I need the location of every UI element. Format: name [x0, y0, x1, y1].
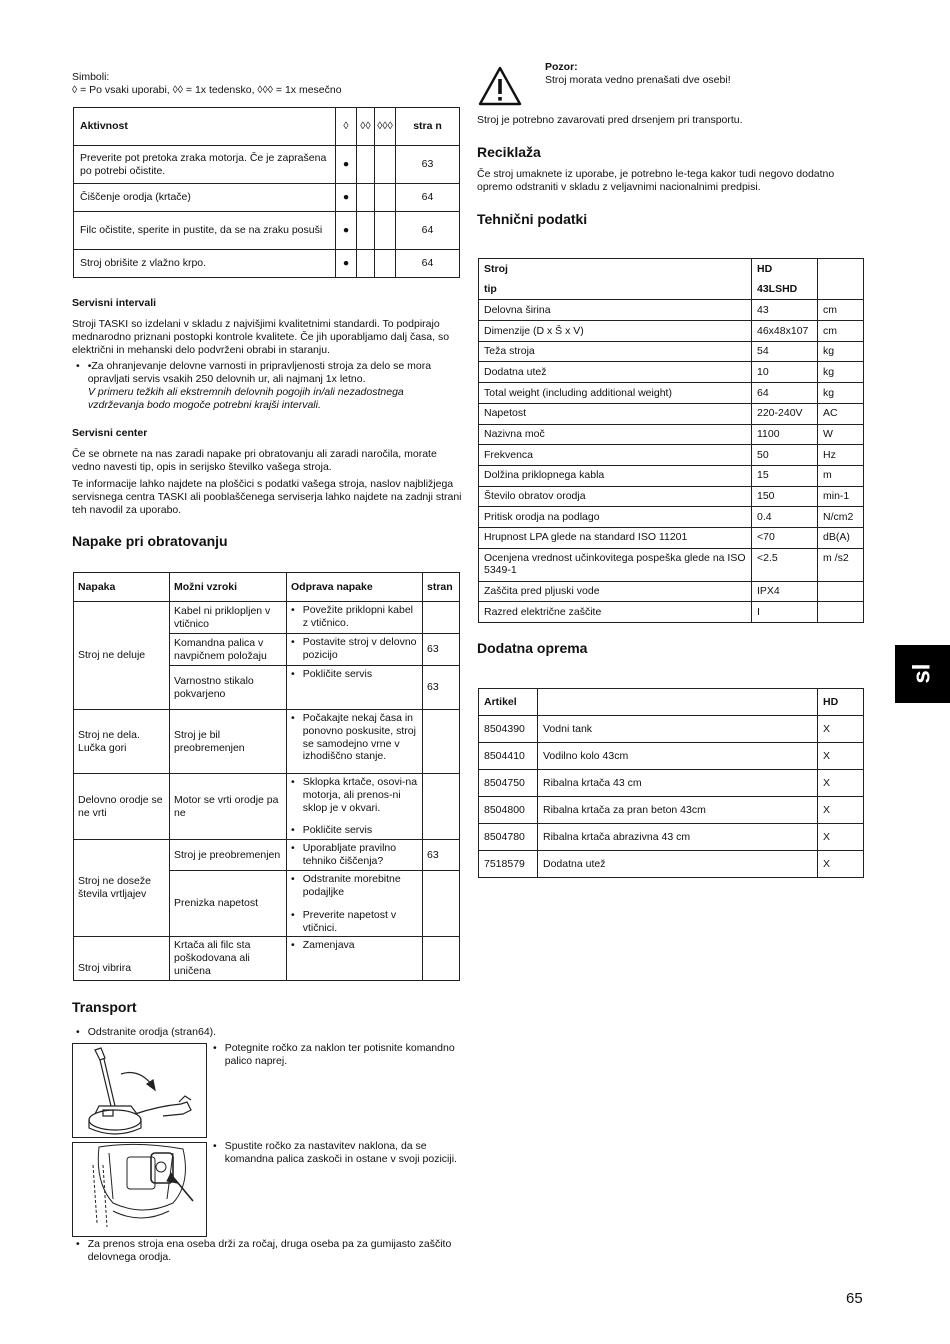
tech-title: Tehnični podatki: [477, 211, 588, 227]
cause-cell: Stroj je bil preobremenjen: [170, 710, 287, 774]
tech-value: 1100: [752, 424, 818, 445]
tech-row: [479, 602, 864, 623]
tech-row: [479, 362, 864, 383]
tech-value: 46x48x107: [752, 321, 818, 342]
accessory-hd: X: [818, 797, 864, 824]
maintenance-mark: ●: [336, 212, 357, 250]
warning-title: Pozor:: [545, 61, 578, 73]
tech-unit: [818, 581, 864, 602]
transport-bullet-text: Odstranite orodja (stran64).: [87, 1026, 217, 1038]
tech-unit: m: [818, 465, 864, 486]
tech-unit: cm: [818, 300, 864, 321]
tech-unit: kg: [818, 341, 864, 362]
tech-unit: dB(A): [818, 527, 864, 548]
remedy-text: Postavite stroj v delovno pozicijo: [302, 636, 417, 661]
maintenance-row: [74, 212, 460, 250]
page-cell: [423, 937, 460, 981]
tech-label: Total weight (including additional weight): [479, 383, 752, 404]
transport-bullet: • Spustite ročko za nastavitev naklona, da se komandna palica zaskoči in ostane v svoji poziciji.: [213, 1140, 463, 1166]
faults-header-row: [74, 573, 460, 602]
faults-row: [74, 774, 460, 840]
service-intervals-bullet-text: •Za ohranjevanje delovne varnosti in pripravljenosti stroja za delo se mora opravljati servis vsakih 250 delovnih ur, ali najmanj 1x letno.: [87, 360, 432, 385]
maintenance-mark: [375, 146, 396, 184]
remedy-text: Pokličite servis: [302, 668, 373, 680]
maintenance-mark: ●: [336, 184, 357, 212]
remedy-text: Počakajte nekaj časa in ponovno poskusite, stroj se samodejno vrne v izhodiščno stanje.: [302, 712, 416, 763]
remedy-text: Povežite priklopni kabel z vtičnico.: [302, 604, 413, 629]
tech-label: Razred električne zaščite: [479, 602, 752, 623]
tech-row: [479, 300, 864, 321]
tech-value: 15: [752, 465, 818, 486]
maintenance-mark: [357, 184, 375, 212]
tech-head-label: Stroj: [479, 259, 752, 280]
maintenance-page: 63: [396, 146, 460, 184]
maintenance-mark: ●: [336, 250, 357, 278]
service-intervals-para: Stroji TASKI so izdelani v skladu z najvišjimi kvalitetnimi standardi. To podpirajo mednarodno priznani postopki kontrole kvalitete. Če jih uporabljamo dalj časa, so električni in mehanski delo podvrženi obrabi in staranju.: [72, 318, 450, 356]
maintenance-header-row: [74, 108, 460, 146]
warning-note: Stroj je potrebno zavarovati pred drsenjem pri transportu.: [477, 114, 743, 126]
tech-label: Nazivna moč: [479, 424, 752, 445]
tech-label: Teža stroja: [479, 341, 752, 362]
warning-box: [545, 61, 865, 87]
remedy-text: Sklopka krtače, osovi-na motorja, ali prenos-ni sklop je v okvari.: [302, 776, 418, 814]
accessory-hd: X: [818, 716, 864, 743]
accessory-hd: X: [818, 824, 864, 851]
tech-unit: [818, 602, 864, 623]
remedy-cell: [287, 710, 423, 774]
remedy-cell: [287, 774, 423, 840]
maintenance-header-s3: ◊◊◊: [375, 108, 396, 146]
tech-value: I: [752, 602, 818, 623]
remedy-text: Zamenjava: [302, 939, 355, 952]
remedy-item: • Preverite napetost v vtičnici.: [291, 909, 418, 935]
maintenance-header-page: stra n: [396, 108, 460, 146]
remedy-item: • Povežite priklopni kabel z vtičnico.: [291, 604, 418, 630]
faults-row: [74, 840, 460, 871]
tech-unit: kg: [818, 383, 864, 404]
cause-cell: Krtača ali filc sta poškodovana ali uničena: [170, 937, 287, 981]
maintenance-page: 64: [396, 184, 460, 212]
maintenance-activity: Filc očistite, sperite in pustite, da se na zraku posuši: [74, 212, 336, 250]
remedy-cell: [287, 937, 423, 981]
tech-unit: AC: [818, 403, 864, 424]
accessory-hd: X: [818, 851, 864, 878]
tech-unit: W: [818, 424, 864, 445]
accessories-row: [479, 770, 864, 797]
remedy-cell: [287, 634, 423, 666]
cause-cell: Stroj je preobremenjen: [170, 840, 287, 871]
accessory-article: 8504800: [479, 797, 538, 824]
maintenance-mark: [375, 250, 396, 278]
cause-cell: Komandna palica v navpičnem položaju: [170, 634, 287, 666]
page-cell: 63: [423, 666, 460, 710]
tech-value: 43: [752, 300, 818, 321]
tech-label: Ocenjena vrednost učinkovitega pospeška glede na ISO 5349-1: [479, 548, 752, 581]
remedy-item: • Odstranite morebitne podajljke: [291, 873, 418, 899]
accessories-header-desc: [538, 689, 818, 716]
page-cell: 63: [423, 840, 460, 871]
maintenance-activity: Čiščenje orodja (krtače): [74, 184, 336, 212]
maintenance-row: [74, 250, 460, 278]
recycling-text: Če stroj umaknete iz uporabe, je potrebno le-tega kakor tudi negovo dodatno opremo odstraniti v skladu z veljavnimi nacionalnimi predpisi.: [477, 168, 835, 193]
tech-unit: Hz: [818, 445, 864, 466]
tech-head-row: [479, 259, 864, 280]
accessories-row: [479, 824, 864, 851]
transport-title: Transport: [72, 999, 137, 1015]
remedy-cell: [287, 602, 423, 634]
tech-value: 54: [752, 341, 818, 362]
remedy-cell: [287, 666, 423, 710]
tech-label: Dolžina priklopnega kabla: [479, 465, 752, 486]
faults-row: [74, 710, 460, 774]
service-center-para2: Te informacije lahko najdete na ploščici s podatki vašega stroja, naslov najbližjega servisnega centra TASKI ali pooblaščenega serviserja lahko najdete na zadnji strani teh navodil za uporabo.: [72, 478, 462, 516]
accessory-desc: Ribalna krtača za pran beton 43cm: [538, 797, 818, 824]
tech-value: <70: [752, 527, 818, 548]
tech-label: Delovna širina: [479, 300, 752, 321]
maintenance-mark: [357, 212, 375, 250]
accessory-desc: Vodni tank: [538, 716, 818, 743]
tech-head-label: tip: [479, 279, 752, 300]
fault-cell: Stroj vibrira: [74, 937, 170, 981]
maintenance-activity: Preverite pot pretoka zraka motorja. Če je zaprašena po potrebi očistite.: [74, 146, 336, 184]
accessories-title: Dodatna oprema: [477, 640, 588, 656]
service-center-para1: Če se obrnete na nas zaradi napake pri obratovanju ali zaradi naročila, morate vedno navesti tip, opis in serijsko številko vašega stroja.: [72, 448, 437, 473]
tech-value: IPX4: [752, 581, 818, 602]
faults-table: [73, 572, 460, 981]
cause-cell: Motor se vrti orodje pa ne: [170, 774, 287, 840]
remedy-text: Odstranite morebitne podajljke: [302, 873, 401, 898]
tech-unit: cm: [818, 321, 864, 342]
maintenance-table: [73, 107, 460, 278]
accessory-article: 8504780: [479, 824, 538, 851]
symbols-legend: [72, 71, 462, 97]
bullet-dot: •: [76, 360, 80, 372]
machine-lock-drawing: [73, 1143, 206, 1236]
transport-illustration-tilt: [72, 1043, 207, 1138]
tech-row: [479, 507, 864, 528]
tech-unit: min-1: [818, 486, 864, 507]
tech-row: [479, 383, 864, 404]
accessories-row: [479, 716, 864, 743]
transport-bullet: • Potegnite ročko za naklon ter potisnite komandno palico naprej.: [213, 1042, 463, 1068]
accessory-desc: Ribalna krtača abrazivna 43 cm: [538, 824, 818, 851]
tech-label: Dimenzije (D x Š x V): [479, 321, 752, 342]
accessory-article: 7518579: [479, 851, 538, 878]
remedy-text: Uporabljate pravilno tehniko čiščenja?: [302, 842, 397, 867]
remedy-item: • Počakajte nekaj časa in ponovno poskusite, stroj se samodejno vrne v izhodiščno stanje.: [291, 712, 418, 763]
maintenance-row: [74, 146, 460, 184]
warning-triangle-icon: [478, 66, 522, 106]
remedy-item: • Uporabljate pravilno tehniko čiščenja?: [291, 842, 418, 868]
fault-cell: Delovno orodje se ne vrti: [74, 774, 170, 840]
faults-header-remedy: Odprava napake: [287, 573, 423, 602]
tech-row: [479, 465, 864, 486]
page-number: 65: [846, 1290, 863, 1307]
tech-row: [479, 321, 864, 342]
tech-row: [479, 424, 864, 445]
tech-row: [479, 341, 864, 362]
fault-cell: Stroj ne deluje: [74, 602, 170, 710]
accessory-desc: Vodilno kolo 43cm: [538, 743, 818, 770]
tech-row: [479, 527, 864, 548]
warning-text: Stroj morata vedno prenašati dve osebi!: [545, 73, 731, 86]
remedy-item: • Zamenjava: [291, 939, 355, 952]
tech-value: 50: [752, 445, 818, 466]
accessories-row: [479, 743, 864, 770]
page-cell: [423, 710, 460, 774]
page-cell: 63: [423, 634, 460, 666]
tech-unit: m /s2: [818, 548, 864, 581]
tech-value: 10: [752, 362, 818, 383]
tech-label: Napetost: [479, 403, 752, 424]
tech-head-unit: [818, 259, 864, 300]
language-tab-label: sl: [908, 663, 936, 684]
tech-value: 150: [752, 486, 818, 507]
faults-row: [74, 937, 460, 981]
tech-value: 0.4: [752, 507, 818, 528]
tech-head-value: HD: [752, 259, 818, 280]
accessory-article: 8504750: [479, 770, 538, 797]
accessories-row: [479, 797, 864, 824]
tech-row: [479, 403, 864, 424]
recycling-title: Reciklaža: [477, 144, 541, 160]
remedy-cell: [287, 871, 423, 937]
maintenance-mark: [375, 212, 396, 250]
service-intervals-italic: V primeru težkih ali ekstremnih delovnih pogojih in/ali nezadostnega vzdrževanja bodo mogoče potrebni krajši intervali.: [88, 386, 404, 411]
tech-label: Frekvenca: [479, 445, 752, 466]
tech-row: [479, 548, 864, 581]
accessory-desc: Dodatna utež: [538, 851, 818, 878]
service-intervals-title: Servisni intervali: [72, 297, 157, 309]
tech-row: [479, 445, 864, 466]
page-cell: [423, 871, 460, 937]
maintenance-mark: ●: [336, 146, 357, 184]
symbols-legend-text: ◊ = Po vsaki uporabi, ◊◊ = 1x tedensko, ◊◊◊ = 1x mesečno: [72, 83, 342, 96]
faults-title: Napake pri obratovanju: [72, 533, 228, 549]
faults-header-fault: Napaka: [74, 573, 170, 602]
tech-table: [478, 258, 864, 623]
tech-label: Hrupnost LPA glede na standard ISO 11201: [479, 527, 752, 548]
tech-value: 64: [752, 383, 818, 404]
machine-tilt-drawing: [73, 1044, 206, 1137]
fault-cell: Stroj ne dela. Lučka gori: [74, 710, 170, 774]
accessory-hd: X: [818, 770, 864, 797]
maintenance-page: 64: [396, 212, 460, 250]
faults-header-cause: Možni vzroki: [170, 573, 287, 602]
tech-label: Število obratov orodja: [479, 486, 752, 507]
accessories-row: [479, 851, 864, 878]
tech-row: [479, 581, 864, 602]
remedy-item: • Sklopka krtače, osovi-na motorja, ali prenos-ni sklop je v okvari.: [291, 776, 418, 814]
faults-row: [74, 602, 460, 634]
cause-cell: Prenizka napetost: [170, 871, 287, 937]
page-cell: [423, 602, 460, 634]
transport-bullet-text: Potegnite ročko za naklon ter potisnite komandno palico naprej.: [224, 1042, 455, 1067]
transport-bullet: • Odstranite orodja (stran64).: [76, 1026, 217, 1038]
remedy-text: Preverite napetost v vtičnici.: [302, 908, 397, 934]
accessories-table: [478, 688, 864, 878]
maintenance-mark: [375, 184, 396, 212]
maintenance-header-s1: ◊: [336, 108, 357, 146]
remedy-text: Pokličite servis: [302, 824, 373, 837]
maintenance-row: [74, 184, 460, 212]
tech-head-row: [479, 279, 864, 300]
maintenance-mark: [357, 146, 375, 184]
language-tab: [895, 645, 950, 703]
maintenance-mark: [357, 250, 375, 278]
tech-value: 220-240V: [752, 403, 818, 424]
maintenance-header-s2: ◊◊: [357, 108, 375, 146]
tech-row: [479, 486, 864, 507]
maintenance-page: 64: [396, 250, 460, 278]
maintenance-header-activity: Aktivnost: [74, 108, 336, 146]
tech-head-value: 43LSHD: [752, 279, 818, 300]
remedy-item: • Pokličite servis: [291, 668, 373, 680]
tech-label: Pritisk orodja na podlago: [479, 507, 752, 528]
tech-unit: N/cm2: [818, 507, 864, 528]
accessories-header-row: [479, 689, 864, 716]
transport-bullet: • Za prenos stroja ena oseba drži za ročaj, druga oseba pa za gumijasto zaščito delovnega orodja.: [76, 1238, 466, 1264]
remedy-cell: [287, 840, 423, 871]
accessory-article: 8504390: [479, 716, 538, 743]
cause-cell: Varnostno stikalo pokvarjeno: [170, 666, 287, 710]
tech-value: <2.5: [752, 548, 818, 581]
accessories-header-hd: HD: [818, 689, 864, 716]
faults-header-page: stran: [423, 573, 460, 602]
cause-cell: Kabel ni priklopljen v vtičnico: [170, 602, 287, 634]
tech-label: Zaščita pred pljuski vode: [479, 581, 752, 602]
service-intervals-bullet: [76, 360, 462, 386]
transport-illustration-lock: [72, 1142, 207, 1237]
transport-bullet-text: Za prenos stroja ena oseba drži za ročaj, druga oseba pa za gumijasto zaščito delovnega orodja.: [87, 1238, 452, 1263]
tech-label: Dodatna utež: [479, 362, 752, 383]
accessory-hd: X: [818, 743, 864, 770]
transport-bullet-text: Spustite ročko za nastavitev naklona, da se komandna palica zaskoči in ostane v svoji poziciji.: [224, 1140, 457, 1165]
accessory-desc: Ribalna krtača 43 cm: [538, 770, 818, 797]
accessories-header-article: Artikel: [479, 689, 538, 716]
fault-cell: Stroj ne doseže števila vrtljajev: [74, 840, 170, 937]
accessory-article: 8504410: [479, 743, 538, 770]
tech-unit: kg: [818, 362, 864, 383]
remedy-item: • Pokličite servis: [291, 824, 373, 837]
maintenance-activity: Stroj obrišite z vlažno krpo.: [74, 250, 336, 278]
page-cell: [423, 774, 460, 840]
remedy-item: • Postavite stroj v delovno pozicijo: [291, 636, 417, 661]
symbols-label: Simboli:: [72, 71, 110, 83]
service-center-title: Servisni center: [72, 427, 148, 439]
